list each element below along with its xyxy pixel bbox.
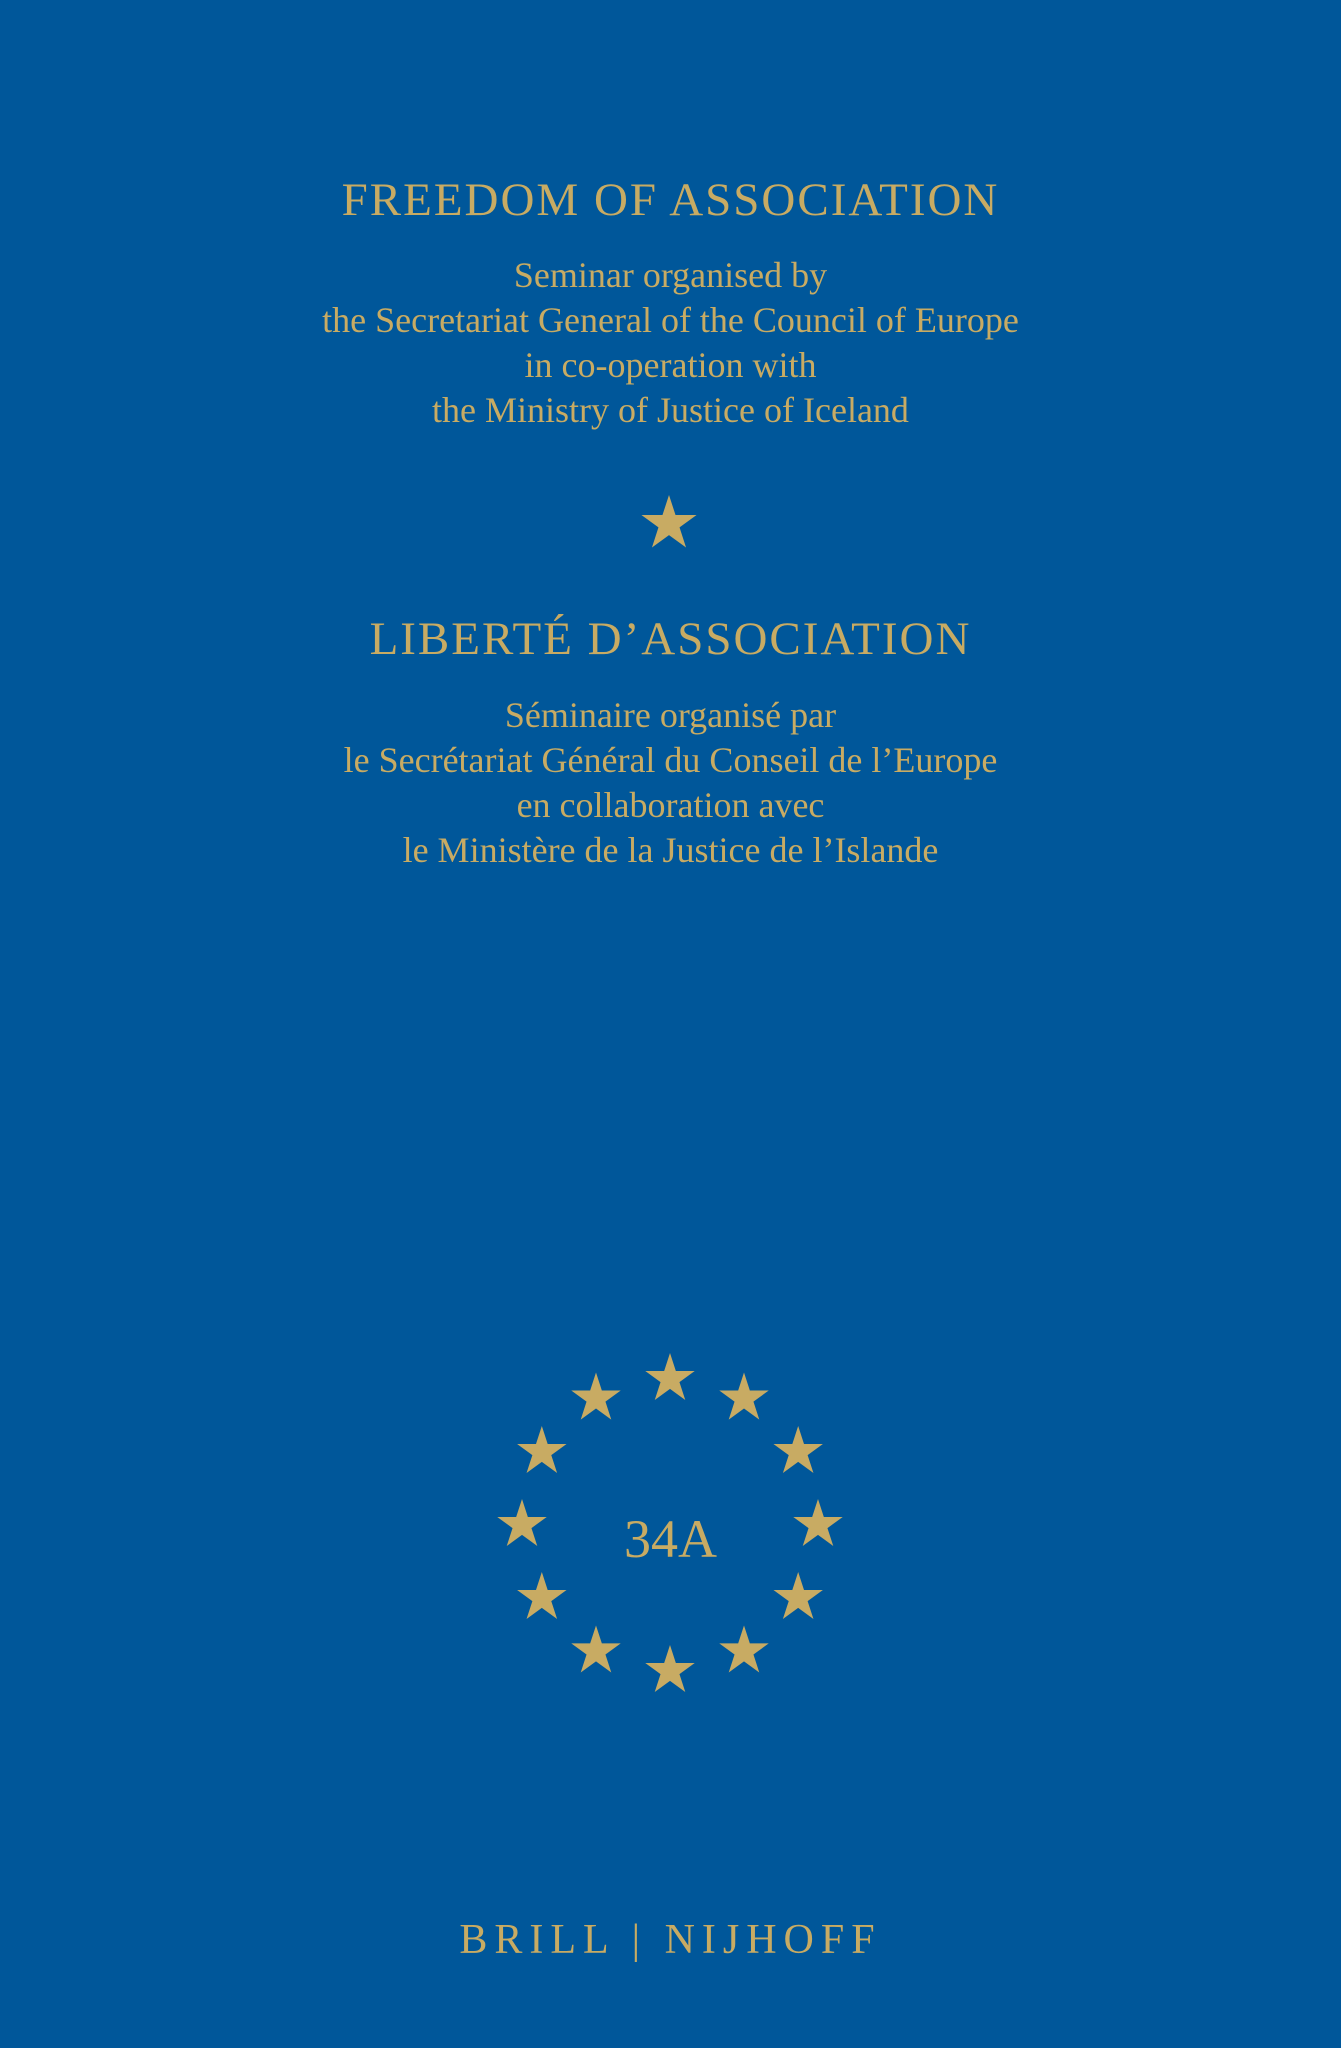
subtitle-french-line: en collaboration avec bbox=[516, 785, 825, 825]
ring-star-icon bbox=[571, 1373, 620, 1420]
title-english: FREEDOM OF ASSOCIATION bbox=[341, 174, 1000, 226]
subtitle-french-line: Séminaire organisé par bbox=[504, 695, 837, 735]
subtitle-english-line: the Ministry of Justice of Iceland bbox=[432, 390, 909, 430]
star-icon bbox=[640, 495, 698, 553]
ring-star-icon bbox=[571, 1625, 620, 1672]
subtitle-french-line: le Secrétariat Général du Conseil de l’Europe bbox=[343, 740, 998, 780]
ring-star-icon bbox=[517, 1426, 566, 1473]
ring-star-icon bbox=[773, 1426, 822, 1473]
publisher-name: BRILL | NIJHOFF bbox=[459, 1917, 882, 1963]
subtitle-french-line: le Ministère de la Justice de l’Islande bbox=[402, 830, 939, 870]
ring-star-icon bbox=[645, 1645, 694, 1692]
title-french: LIBERTÉ D’ASSOCIATION bbox=[369, 613, 972, 665]
ring-star-icon bbox=[645, 1353, 694, 1400]
subtitle-english-line: Seminar organised by bbox=[513, 255, 828, 295]
ring-star-icon bbox=[517, 1572, 566, 1619]
subtitle-english-line: in co-operation with bbox=[524, 345, 817, 385]
ring-star-icon bbox=[719, 1373, 768, 1420]
ring-star-icon bbox=[773, 1572, 822, 1619]
subtitle-english bbox=[0, 253, 1341, 433]
subtitle-french bbox=[0, 693, 1341, 873]
ring-star-icon bbox=[719, 1625, 768, 1672]
volume-number: 34A bbox=[624, 1509, 717, 1569]
subtitle-english-line: the Secretariat General of the Council of Europe bbox=[322, 300, 1019, 340]
